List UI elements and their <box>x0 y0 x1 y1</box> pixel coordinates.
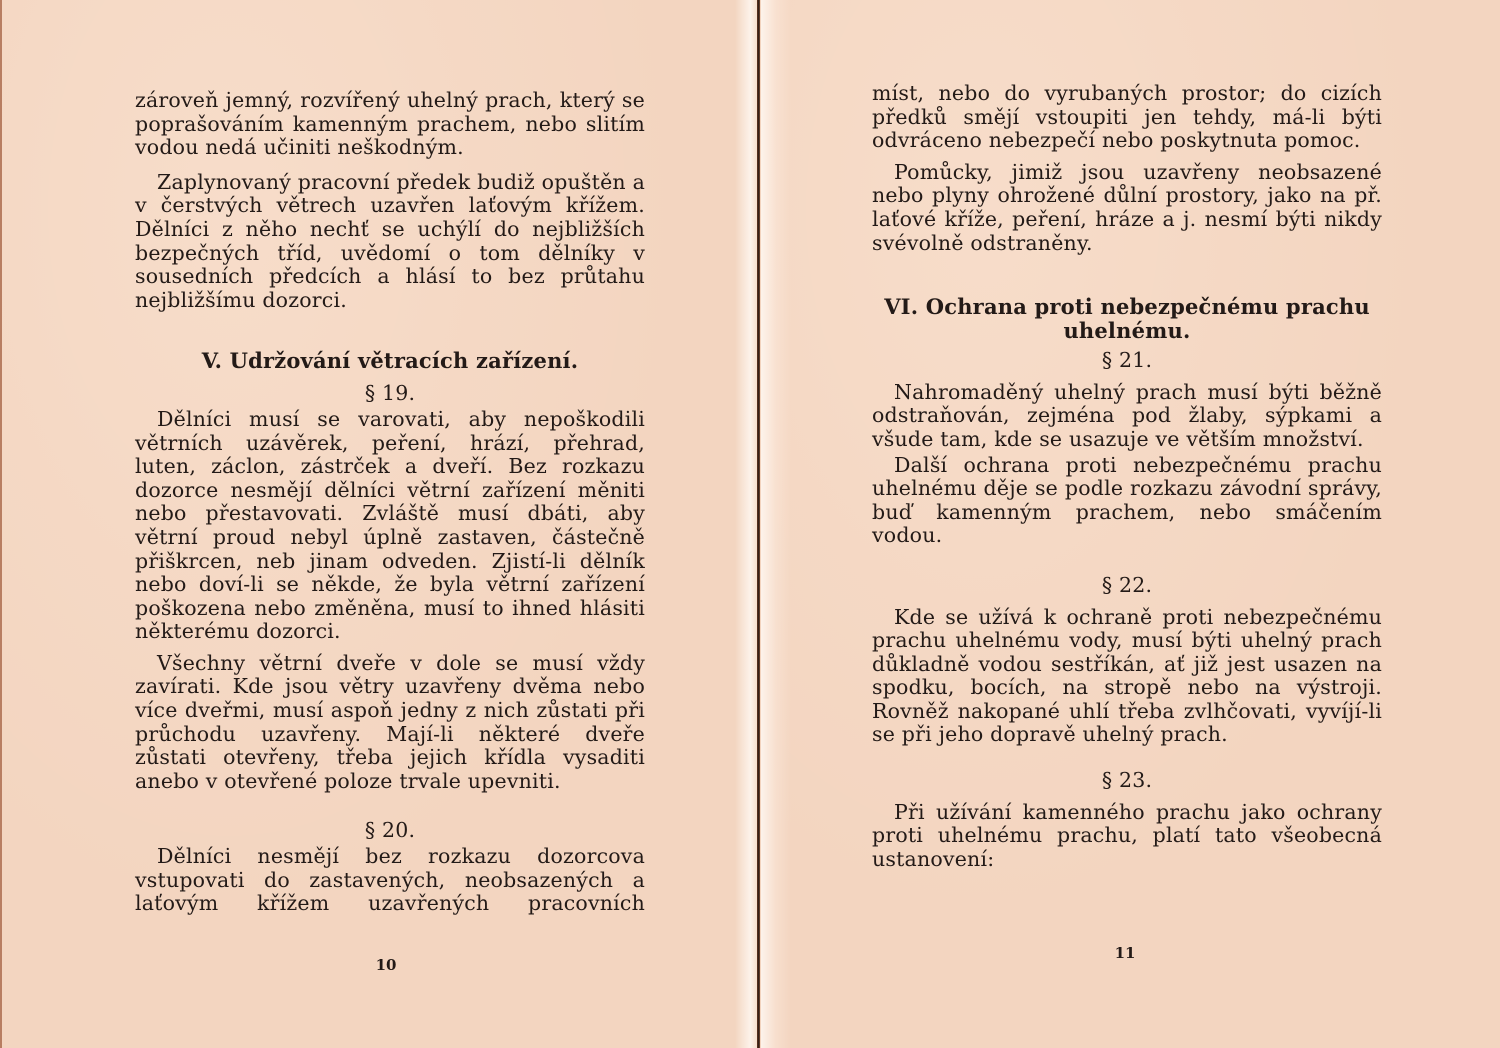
page-number: 11 <box>1114 944 1136 962</box>
paragraph: Pomůcky, jimiž jsou uzavřeny neobsazené nebo plyny ohrožené důlní prostory, jako na př. laťové kříže, peření, hráze a j. nesmí býti nikdy svévolně odstraněny. <box>872 159 1382 255</box>
paragraph: zároveň jemný, rozvířený uhelný prach, který se poprašováním kamenným prachem, nebo slitím vodou nedá učiniti neškodným. <box>135 88 645 160</box>
section-number: § 23. <box>1101 768 1153 793</box>
paragraph: Další ochrana proti nebezpečnému prachu uhelnému děje se podle rozkazu závodní správy, buď kamenným prachem, nebo smáčením vodou. <box>872 452 1382 548</box>
chapter-heading: V. Udržování větracích zařízení. <box>201 348 579 374</box>
paragraph: Kde se užívá k ochraně proti nebezpečnému prachu uhelnému vody, musí býti uhelný prach důkladně vodou sestříkán, ať již jest usazen na spodku, bocích, na stropě nebo na výstroji. Rovněž nakopané uhlí třeba zvlhčovati, vyvíjí-li se při jeho dopravě uhelný prach. <box>872 604 1382 747</box>
book-spine <box>757 0 760 1048</box>
section-number: § 22. <box>1101 572 1153 597</box>
section-number: § 21. <box>1101 348 1153 373</box>
section-number: § 20. <box>364 818 416 843</box>
paragraph: míst, nebo do vyrubaných prostor; do cizích předků smějí vstoupiti jen tehdy, má-li býti odvráceno nebezpečí nebo poskytnuta pomoc. <box>872 81 1382 153</box>
chapter-heading: VI. Ochrana proti nebezpečnému prachu uhelnému. <box>884 294 1370 344</box>
gutter-highlight <box>735 0 757 1048</box>
right-page-text <box>872 82 1382 871</box>
paragraph: Zaplynovaný pracovní předek budiž opuštěn a v čerstvých větrech uzavřen laťovým křížem. Dělníci z něho nechť se uchýlí do nejbližších bezpečných tříd, uvědomí o tom dělníky v sousedních předcích a hlásí to bez průtahu nejbližšímu dozorci. <box>135 169 645 312</box>
left-page-text <box>135 89 645 916</box>
gutter-highlight <box>761 0 791 1048</box>
paragraph: Dělníci musí se varovati, aby nepoškodili větrních uzávěrek, peření, hrází, přehrad, luten, záclon, zástrček a dveří. Bez rozkazu dozorce nesmějí dělníci větrní zařízení měniti nebo přestavovati. Zvláště musí dbáti, aby větrní proud nebyl úplně zastaven, částečně přiškrcen, neb jinam odveden. Zjistí-li dělník nebo doví-li se někde, že byla větrní zařízení poškozena nebo změněna, musí to ihned hlásiti některému dozorci. <box>135 406 645 644</box>
section-number: § 19. <box>364 381 416 406</box>
paragraph: Dělníci nesmějí bez rozkazu dozorcova vstupovati do zastavených, neobsazených a laťovým křížem uzavřených pracovních <box>135 844 645 916</box>
page-number: 10 <box>375 956 397 974</box>
paragraph: Při užívání kamenného prachu jako ochrany proti uhelnému prachu, platí tato všeobecná ustanovení: <box>872 799 1382 871</box>
paragraph: Nahromaděný uhelný prach musí býti běžně odstraňován, zejména pod žlaby, sýpkami a všude tam, kde se usazuje ve větším množství. <box>872 379 1382 451</box>
paragraph: Všechny větrní dveře v dole se musí vždy zavírati. Kde jsou větry uzavřeny dvěma nebo více dveřmi, musí aspoň jedny z nich zůstati při průchodu uzavřeny. Mají-li některé dveře zůstati otevřeny, třeba jejich křídla vysaditi anebo v otevřené poloze trvale upevniti. <box>135 650 645 793</box>
